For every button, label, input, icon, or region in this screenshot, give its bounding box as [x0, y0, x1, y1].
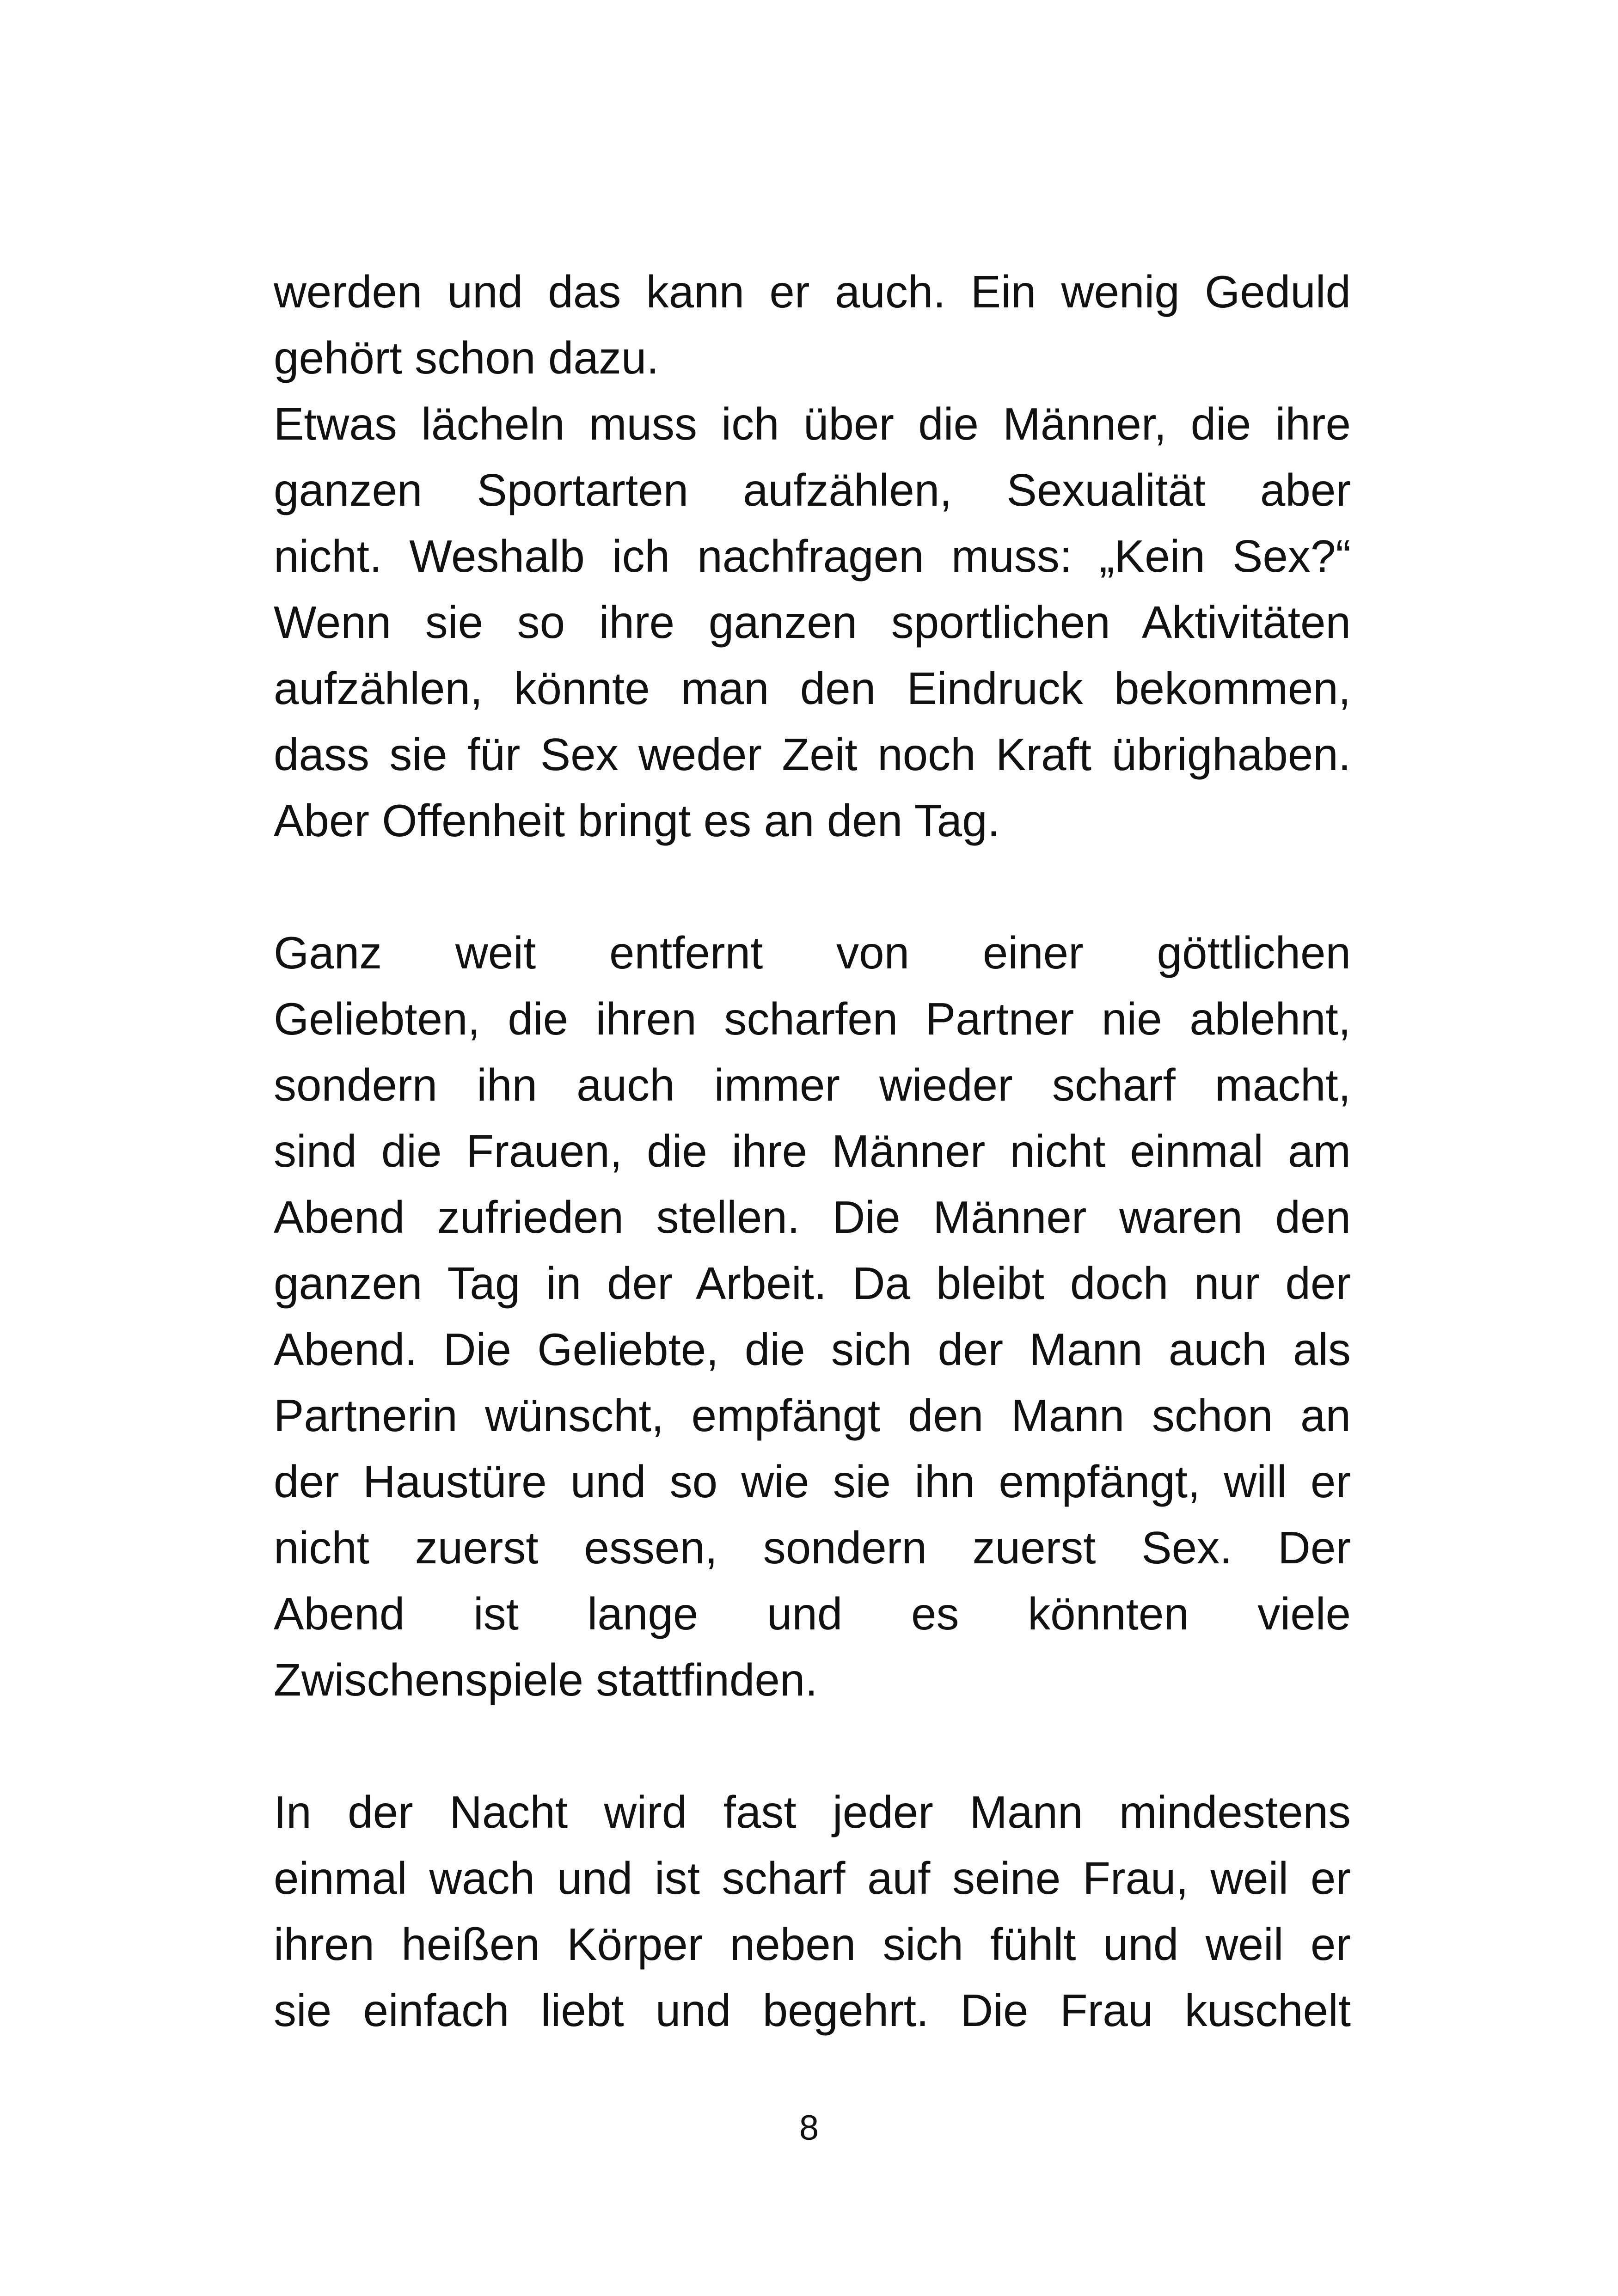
text-line: gehört schon dazu.	[274, 332, 659, 383]
text-line: werden und das kann er auch. Ein wenig Geduld	[274, 266, 1351, 317]
text-line: nicht. Weshalb ich nachfragen muss: „Kein Sex?“	[274, 531, 1351, 582]
text-line: ganzen Tag in der Arbeit. Da bleibt doch nur der	[274, 1258, 1351, 1309]
text-line: Wenn sie so ihre ganzen sportlichen Aktivitäten	[274, 597, 1351, 648]
text-line: Ganz weit entfernt von einer göttlichen	[274, 927, 1351, 978]
body-text	[274, 259, 1351, 2044]
text-line: Abend ist lange und es könnten viele	[274, 1588, 1351, 1639]
text-line: Etwas lächeln muss ich über die Männer, die ihre	[274, 398, 1351, 449]
text-line: ihren heißen Körper neben sich fühlt und weil er	[274, 1919, 1351, 1970]
text-line: Aber Offenheit bringt es an den Tag.	[274, 795, 1000, 846]
text-line: Abend. Die Geliebte, die sich der Mann auch als	[274, 1324, 1351, 1375]
text-line: In der Nacht wird fast jeder Mann mindestens	[274, 1787, 1351, 1837]
text-line: aufzählen, könnte man den Eindruck bekommen,	[274, 663, 1351, 714]
text-line: nicht zuerst essen, sondern zuerst Sex. Der	[274, 1522, 1351, 1573]
paragraph-gap	[274, 1713, 1351, 1779]
text-line: sie einfach liebt und begehrt. Die Frau kuschelt	[274, 1985, 1351, 2036]
text-line: Abend zufrieden stellen. Die Männer waren den	[274, 1192, 1351, 1243]
text-line: dass sie für Sex weder Zeit noch Kraft übrighaben.	[274, 729, 1351, 780]
text-line: sondern ihn auch immer wieder scharf macht,	[274, 1059, 1351, 1110]
text-line: der Haustüre und so wie sie ihn empfängt, will er	[274, 1456, 1351, 1507]
text-line: ganzen Sportarten aufzählen, Sexualität aber	[274, 465, 1351, 515]
text-line: Partnerin wünscht, empfängt den Mann schon an	[274, 1390, 1351, 1441]
text-line: einmal wach und ist scharf auf seine Frau, weil er	[274, 1853, 1351, 1904]
text-line: Zwischenspiele stattfinden.	[274, 1654, 818, 1705]
page-number: 8	[799, 2108, 819, 2148]
text-line: Geliebten, die ihren scharfen Partner nie ablehnt,	[274, 993, 1351, 1044]
paragraph-gap	[274, 854, 1351, 920]
text-line: sind die Frauen, die ihre Männer nicht einmal am	[274, 1126, 1351, 1176]
